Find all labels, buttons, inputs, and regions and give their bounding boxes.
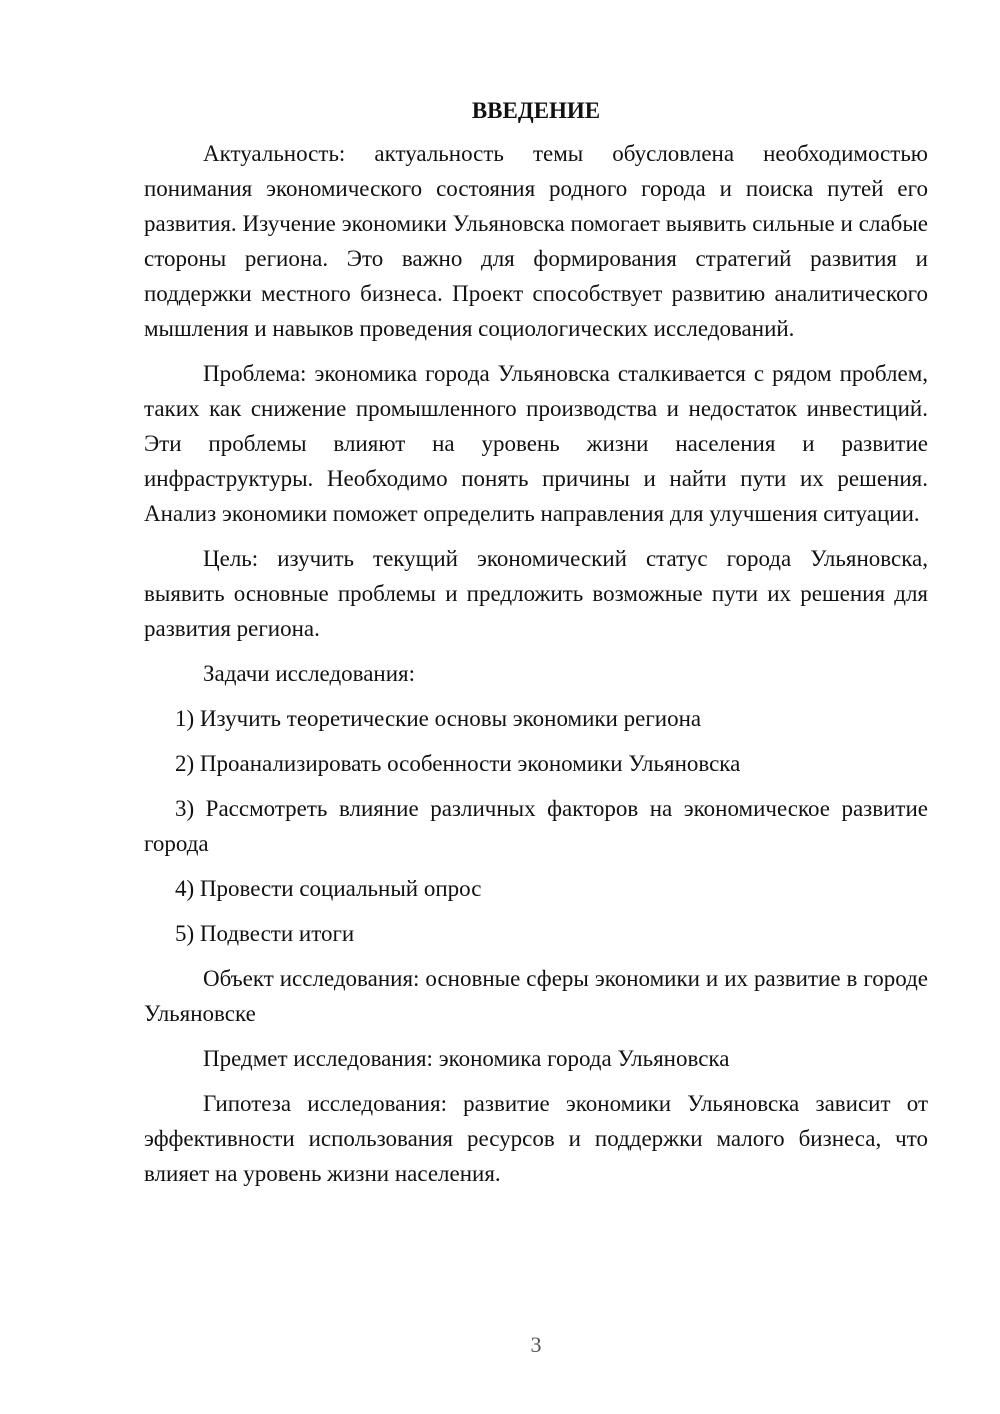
goal-paragraph: Цель: изучить текущий экономический статус города Ульяновска, выявить основные проблемы и предложить возможные пути их решения для развития региона. [144,546,928,641]
subject-paragraph: Предмет исследования: экономика города Ульяновска [203,1046,730,1071]
hypothesis-paragraph: Гипотеза исследования: развитие экономики Ульяновска зависит от эффективности использования ресурсов и поддержки малого бизнеса, что влияет на уровень жизни населения. [144,1091,928,1186]
task-item: 4) Провести социальный опрос [175,876,482,901]
task-item: 1) Изучить теоретические основы экономики региона [175,706,702,731]
task-item: 3) Рассмотреть влияние различных факторов на экономическое развитие города [144,796,928,856]
task-item: 5) Подвести итоги [175,921,355,946]
tasks-heading: Задачи исследования: [203,661,416,686]
page-title: ВВЕДЕНИЕ [471,98,601,123]
page-number: 3 [530,1332,542,1357]
relevance-paragraph: Актуальность: актуальность темы обусловлена необходимостью понимания экономического состояния родного города и поиска путей его развития. Изучение экономики Ульяновска помогает выявить сильные и слабые стороны региона. Это важно для формирования стратегий развития и поддержки местного бизнеса. Проект способствует развитию аналитического мышления и навыков проведения социологических исследований. [144,141,928,341]
task-item: 2) Проанализировать особенности экономики Ульяновска [175,751,741,776]
problem-paragraph: Проблема: экономика города Ульяновска сталкивается с рядом проблем, таких как снижение промышленного производства и недостаток инвестиций. Эти проблемы влияют на уровень жизни населения и развитие инфраструктуры. Необходимо понять причины и найти пути их решения. Анализ экономики поможет определить направления для улучшения ситуации. [144,361,928,526]
object-paragraph: Объект исследования: основные сферы экономики и их развитие в городе Ульяновске [144,966,928,1026]
document-body [144,96,928,1201]
